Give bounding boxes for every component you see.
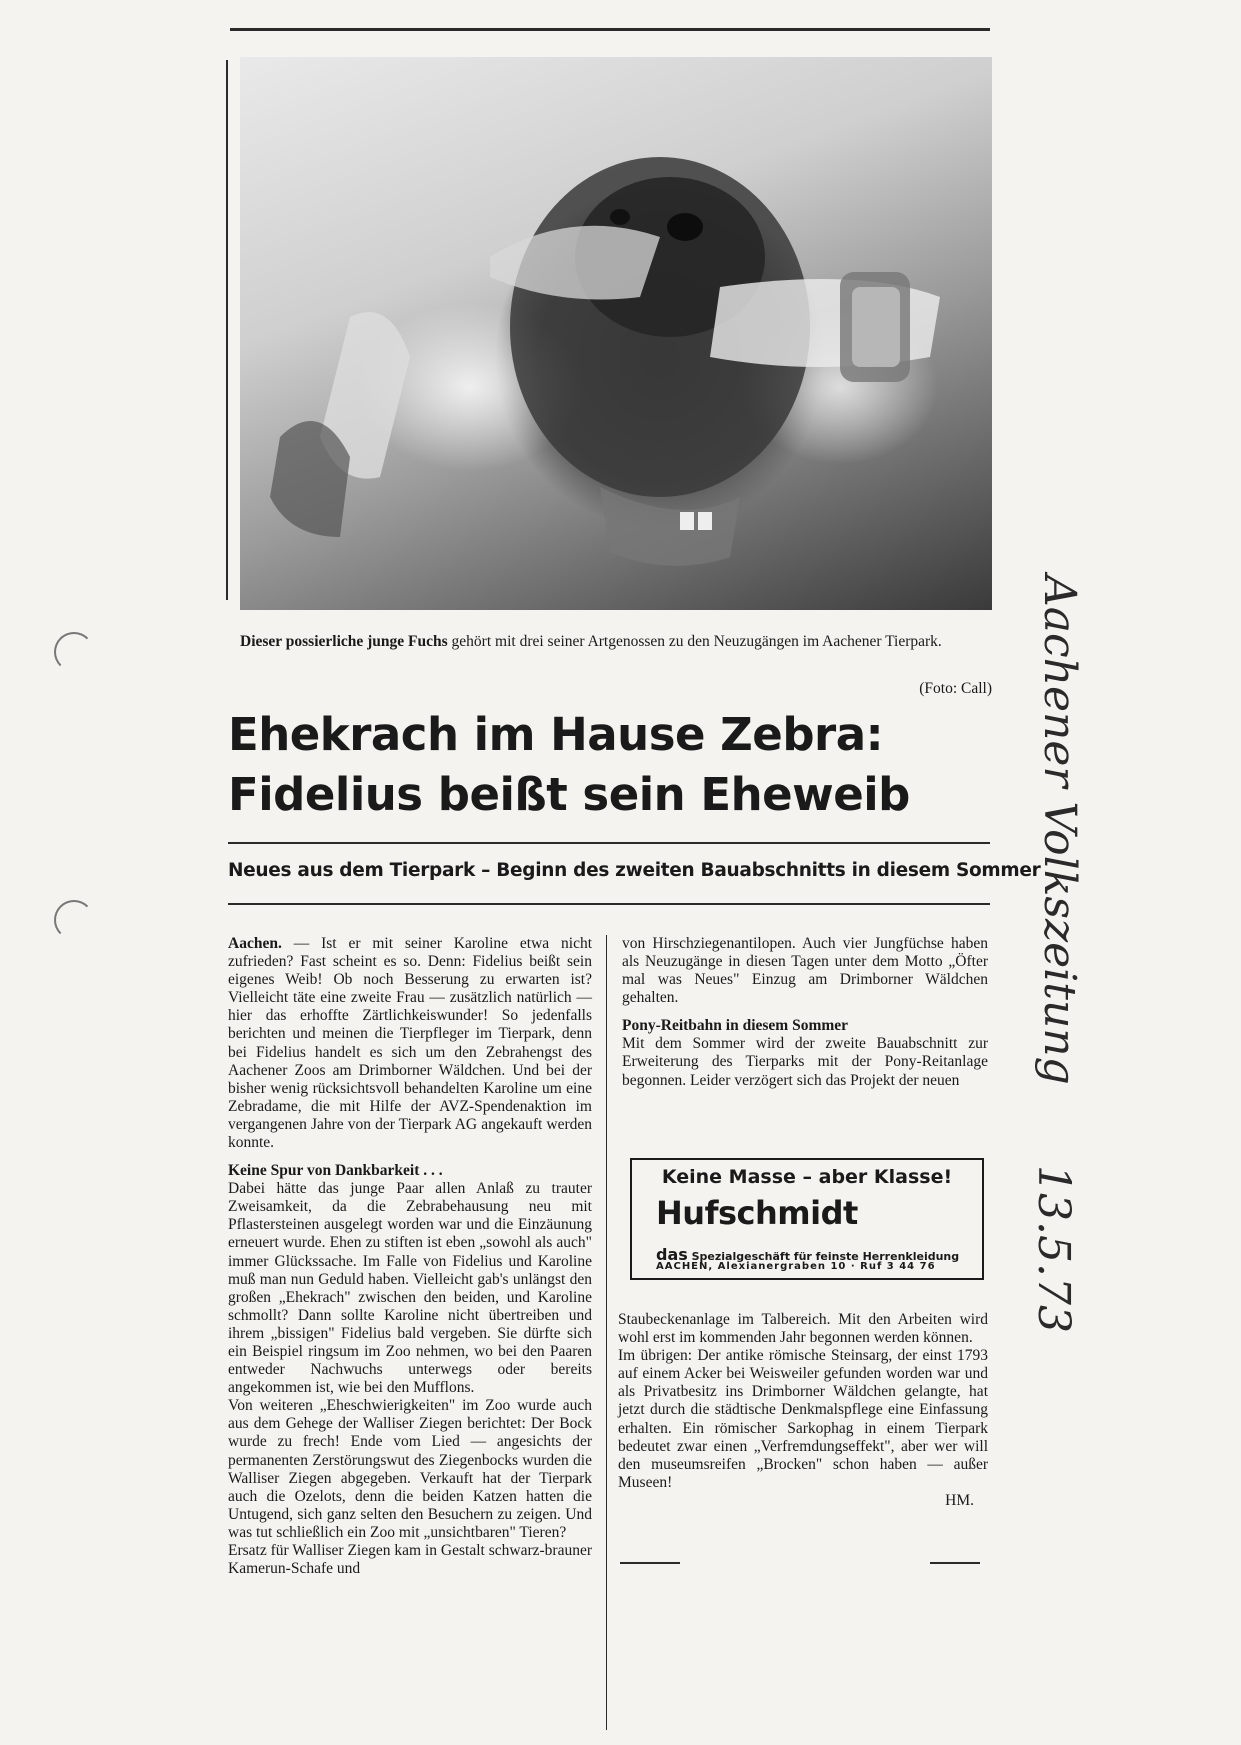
section-heading-gratitude: Keine Spur von Dankbarkeit . . . (228, 1162, 443, 1180)
article-column-2-bottom (618, 1311, 988, 1510)
headline-rule-bottom (228, 903, 990, 905)
headline-line-1: Ehekrach im Hause Zebra: (228, 708, 884, 761)
end-rule-right (930, 1562, 980, 1564)
section-heading-pony: Pony-Reitbahn in diesem Sommer (622, 1017, 849, 1035)
ad-tagline: das Spezialgeschäft für feinste Herrenkleidung (656, 1245, 960, 1264)
paragraph: Staubeckenanlage im Talbereich. Mit den Arbeiten wird wohl erst im kommenden Jahr begonnen werden können. (618, 1311, 988, 1347)
caption-lead: Dieser possierliche junge Fuchs (240, 633, 448, 650)
subheadline: Neues aus dem Tierpark – Beginn des zweiten Bauabschnitts in diesem Sommer (228, 860, 1041, 881)
ad-slogan: Keine Masse – aber Klasse! (661, 1166, 953, 1188)
dateline: Aachen. (228, 935, 282, 952)
article-column-1 (228, 935, 592, 1578)
advertisement (630, 1158, 984, 1280)
headline (228, 705, 988, 825)
article-column-2-top (622, 935, 988, 1090)
paragraph: Mit dem Sommer wird der zweite Bauabschnitt zur Erweiterung des Tierparks mit der Pony-Reitanlage begonnen. Leider verzögert sich das Projekt der neuen (622, 1035, 988, 1089)
headline-line-2: Fidelius beißt sein Eheweib (228, 768, 910, 821)
column-divider (606, 935, 607, 1730)
fox-photo (240, 57, 992, 610)
punch-hole-mark (54, 900, 94, 940)
handwritten-source: Aachener Volkszeitung (1034, 575, 1085, 1085)
top-rule (230, 28, 990, 31)
handwritten-date: 13.5.73 (1028, 1165, 1079, 1333)
left-margin-rule (226, 60, 228, 600)
photo-caption (240, 632, 992, 651)
photo-credit: (Foto: Call) (919, 680, 992, 697)
end-rule (620, 1562, 680, 1564)
caption-text: gehört mit drei seiner Artgenossen zu den Neuzugängen im Aachener Tierpark. (451, 633, 942, 650)
ad-das: das (656, 1245, 688, 1264)
paragraph: Von weiteren „Eheschwierigkeiten" im Zoo wurde auch aus dem Gehege der Walliser Ziegen berichtet: Der Bock wurde zu frech! Ende vom Lied — angesichts der permanenten Zerstörungswut des Ziegenbocks wurden die Walliser Ziegen abgegeben. Verkauft hat der Tierpark auch die Ozelots, denn die beiden Katzen hatten die Untugend, sich ganz selten den Besuchern zu zeigen. Und was tut schließlich ein Zoo mit „unsichtbaren" Tieren? (228, 1397, 592, 1541)
paragraph: Dabei hätte das junge Paar allen Anlaß zu trauter Zweisamkeit, da die Zebrabehausung neu mit Pflastersteinen ausgelegt worden war und die Einzäunung erneuert wurde. Ehen zu stiften ist eben „sowohl als auch" immer Glückssache. Im Falle von Fidelius und Karoline muß man nun Geduld haben. Vielleicht gab's unlängst den großen „Ehekrach" zwischen den beiden, und Karoline schmollt? Dann sollte Karoline nicht übertreiben und ihrem „bissigen" Fidelius bald vergeben. Sie dürfte sich ein Beispiel ringsum im Zoo nehmen, wo bei den Paaren entweder Nachwuchs unterwegs oder bereits angekommen ist, wie bei den Mufflons. (228, 1180, 592, 1397)
intro-paragraph: Aachen. — Ist er mit seiner Karoline etwa nicht zufrieden? Fast scheint es so. Denn: Fidelius beißt sein eigenes Weib! Ob noch Besserung zu erwarten ist? Vielleicht täte eine zweite Frau — zusätzlich natürlich — hier das erhoffte Zärtlichkeiswunder! So jedenfalls berichten und meinen die Tierpfleger im Tierpark, denn bei Fidelius handelt es sich um den Zebrahengst des Aachener Zoos am Drimborner Wäldchen. Und bei der bisher wenig rücksichtsvoll behandelten Karoline um eine Zebradame, die mit Hilfe der AVZ-Spendenaktion im vergangenen Jahre von der Tierpark AG angekauft werden konnte. (228, 935, 592, 1152)
ad-address: AACHEN, Alexianergraben 10 · Ruf 3 44 76 (656, 1261, 936, 1272)
paragraph: Im übrigen: Der antike römische Steinsarg, der einst 1793 auf einem Acker bei Weisweiler gefunden worden war und als Privatbesitz ins Drimborner Wäldchen gelangte, hat jetzt durch die städtische Denkmalspflege eine Einfassung erhalten. Ein römischer Sarkophag in einem Tierpark bedeutet zwar einen „Verfremdungseffekt", aber wer will den museumsreifen „Brocken" schon haben — außer Museen! (618, 1347, 988, 1491)
punch-hole-mark (54, 632, 94, 672)
ad-brand: Hufschmidt (656, 1194, 858, 1232)
signature: HM. (945, 1491, 974, 1509)
paragraph: von Hirschziegenantilopen. Auch vier Jungfüchse haben als Neuzugänge in diesen Tagen unter dem Motto „Öfter mal was Neues" Einzug am Drimborner Wäldchen gehalten. (622, 935, 988, 1007)
headline-rule-top (228, 842, 990, 844)
paragraph: Ersatz für Walliser Ziegen kam in Gestalt schwarz-brauner Kamerun-Schafe und (228, 1542, 592, 1578)
